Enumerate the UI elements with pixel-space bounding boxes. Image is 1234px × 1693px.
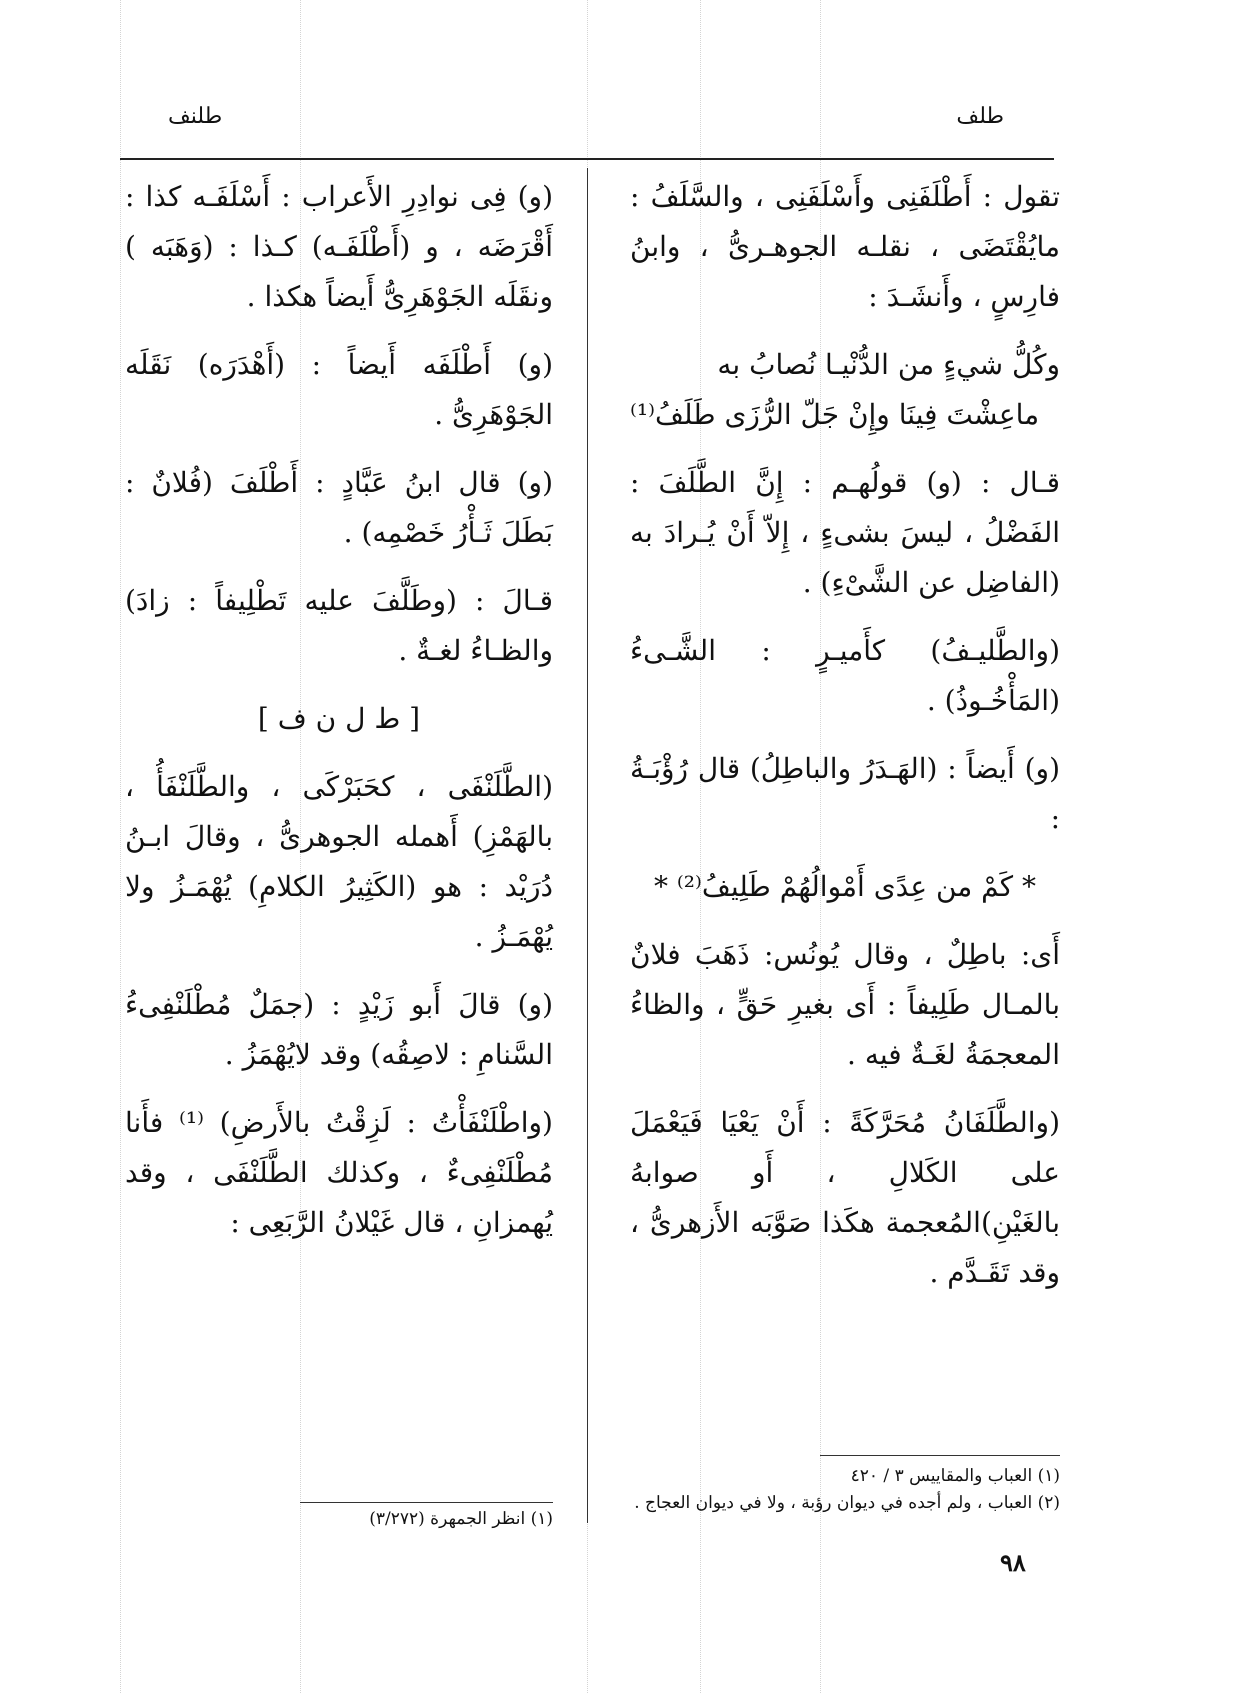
poem-line: وكُلُّ شيءٍ من الدُّنْيـا نُصابُ به <box>717 348 1060 381</box>
footnote: (٢) العباب ، ولم أجده في ديوان رؤبة ، ولا في ديوان العجاج . <box>634 1493 1060 1513</box>
paragraph: (و) قالَ أَبو زَيْدٍ : (جمَلٌ مُطْلَنْفِىءُ السَّنامِ : لاصِقُه) وقد لايُهْمَزُ . <box>125 988 553 1071</box>
header-rule <box>120 158 1054 160</box>
entry-heading: [ ط ل ن ف ] <box>257 702 421 735</box>
poem <box>630 340 1060 440</box>
left-column <box>125 172 553 1266</box>
paragraph: (و) فِى نوادِرِ الأَعراب : أَسْلَفَـه كذا : أَقْرَضَه ، و (أَطْلَفَـه) كـذا : (وَهَبَه ) ونقَلَه الجَوْهَرِىُّ أَيضاً هكذا . <box>125 180 553 313</box>
footnotes-left <box>125 1506 553 1533</box>
footnote: (١) انظر الجمهرة (٣/٢٧٢) <box>369 1509 553 1529</box>
footnotes-right <box>630 1463 1060 1517</box>
footnote: (١) العباب والمقاييس ٣ / ٤٢٠ <box>850 1466 1060 1486</box>
paragraph: (واطْلَنْفَأْتُ : لَزِقْتُ بالأَرضِ) ⁽¹⁾ فأَنا مُطْلَنْفِىءٌ ، وكذلك الطَّلَنْفَى ، وقد يُهمزانِ ، قال غَيْلانُ الرَّبَعِى : <box>125 1106 553 1239</box>
paragraph: قـالَ : (وطَلَّفَ عليه تَطْلِيفاً : زادَ) والظـاءُ لغـةٌ . <box>125 584 553 667</box>
paragraph: أَى: باطِلٌ ، وقال يُونُس: ذَهَبَ فلانٌ بالمـال طَلِيفاً : أَى بغيرِ حَقٍّ ، والظاءُ المعجمَةُ لغَـةٌ فيه . <box>630 938 1060 1071</box>
scan-guide-line <box>120 0 121 1693</box>
paragraph: (و) أَيضاً : (الهَـدَرُ والباطِلُ) قال رُؤْبَـةُ : <box>630 752 1060 835</box>
paragraph: قـال : (و) قولُهـم : إِنَّ الطَّلَفَ : الفَضْلُ ، ليسَ بشىءٍ ، إِلاّ أَنْ يُـرادَ به (الفاضِل عن الشَّىْءِ) . <box>630 466 1060 599</box>
paragraph: تقول : أَطْلَفَنِى وأَسْلَفَنِى ، والسَّلَفُ : مايُقْتَضَى ، نقلـه الجوهـرىُّ ، وابنُ فارِسٍ ، وأَنشَـدَ : <box>630 180 1060 313</box>
poem-line: ماعِشْتَ فِينَا وإِنْ جَلّ الرُّزَى طَلَفُ⁽¹⁾ <box>630 398 1040 431</box>
paragraph: (و) قال ابنُ عَبَّادٍ : أَطْلَفَ (فُلانٌ : بَطَلَ ثَـأْرُ خَصْمِه) . <box>125 466 553 549</box>
paragraph: (و) أَطْلَفَه أَيضاً : (أَهْدَرَه) نَقَلَه الجَوْهَرِىُّ . <box>125 348 553 431</box>
column-divider <box>587 168 588 1523</box>
paragraph: (الطَّلَنْفَى ، كحَبَرْكَى ، والطَّلَنْفَأُ ، بالهَمْزِ) أَهمله الجوهرىُّ ، وقالَ ابـنُ دُرَيْد : هو (الكَثِيرُ الكلامِ) يُهْمَـزُ ولا يُهْمَـزُ . <box>125 770 553 953</box>
verse-line: * كَمْ من عِدًى أَمْوالُهُمْ طَلِيفُ⁽²⁾ * <box>653 870 1037 903</box>
paragraph: (والطَّلَفَانُ مُحَرَّكَةً : أَنْ يَعْيَا فَيَعْمَلَ على الكَلالِ ، أَو صوابهُ بالغَيْنِ)المُعجمة هكَذا صَوَّبَه الأَزهرىُّ ، وقد تَقَـدَّم . <box>630 1106 1060 1289</box>
running-header-left: طلنف <box>168 104 223 129</box>
running-header-right: طلف <box>956 104 1004 129</box>
footnote-rule <box>820 1455 1060 1456</box>
right-column <box>630 172 1060 1316</box>
page-number: ٩٨ <box>1000 1548 1026 1577</box>
paragraph: (والطَّليـفُ) كأَميـرٍ : الشَّـىءُ (المَأْخُـوذُ) . <box>630 634 1060 717</box>
footnote-rule <box>300 1502 553 1503</box>
